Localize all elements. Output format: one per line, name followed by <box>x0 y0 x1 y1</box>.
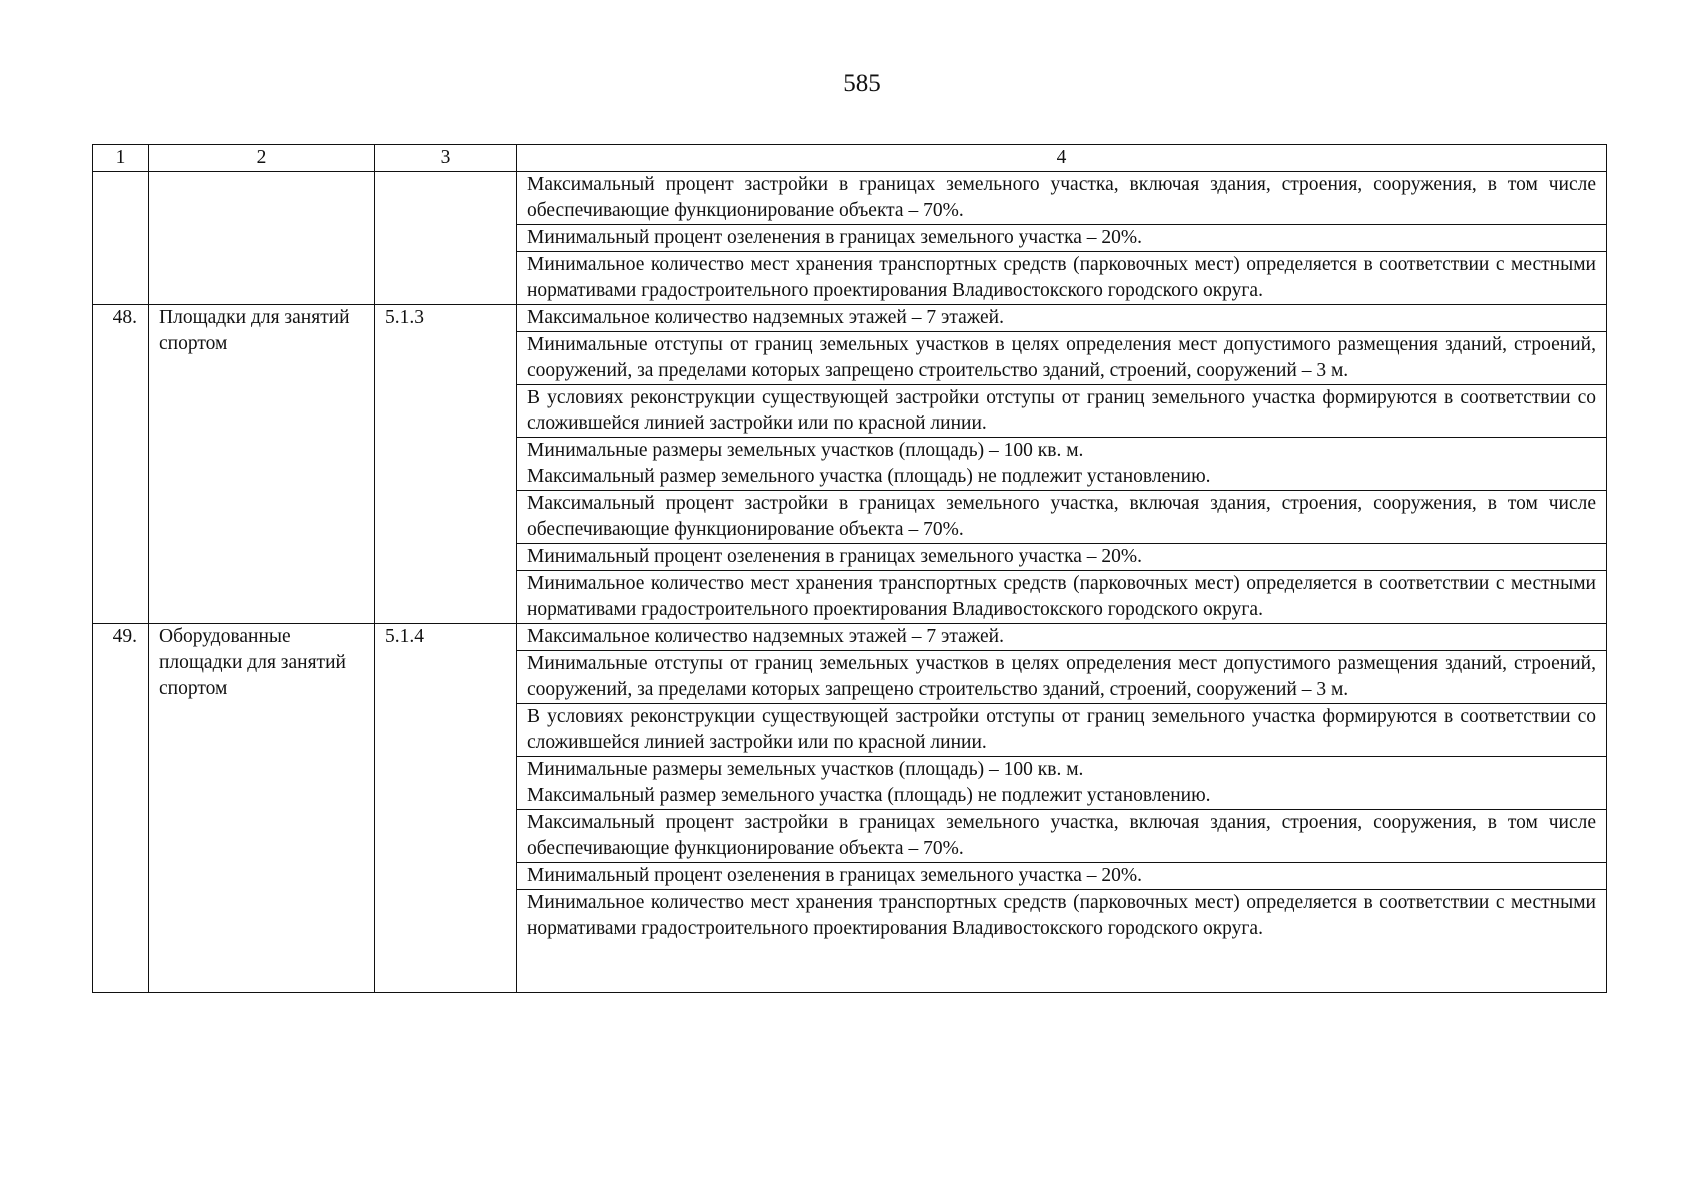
header-cell-4: 4 <box>517 145 1607 172</box>
header-cell-3: 3 <box>375 145 517 172</box>
parameter-text: В условиях реконструкции существующей застройки отступы от границ земельного участка формируются в соответствии со сложившейся линией застройки или по красной линии. <box>527 387 1596 434</box>
parameter-text: В условиях реконструкции существующей застройки отступы от границ земельного участка формируются в соответствии со сложившейся линией застройки или по красной линии. <box>527 706 1596 753</box>
regulations-table-body <box>93 145 1607 993</box>
header-cell-2: 2 <box>149 145 375 172</box>
parameter-text: Минимальное количество мест хранения транспортных средств (парковочных мест) определяется в соответствии с местными нормативами градостроительного проектирования Владивостокского городского округа. <box>527 573 1596 620</box>
regulations-table <box>92 144 1607 993</box>
parameter-text: Максимальный размер земельного участка (площадь) не подлежит установлению. <box>527 466 1211 487</box>
parameter-text: Максимальное количество надземных этажей – 7 этажей. <box>527 307 1004 328</box>
use-code: 5.1.4 <box>375 624 517 993</box>
parameter-text: Максимальное количество надземных этажей – 7 этажей. <box>527 626 1004 647</box>
use-name: Оборудованные площадки для занятий спортом <box>149 624 375 993</box>
parameter-cell <box>517 385 1607 438</box>
table-row <box>93 172 1607 225</box>
parameter-cell <box>517 651 1607 704</box>
cell-padding <box>527 942 1596 992</box>
parameter-cell <box>517 757 1607 810</box>
parameter-cell <box>517 252 1607 305</box>
table-row <box>93 305 1607 332</box>
parameter-text: Минимальные размеры земельных участков (площадь) – 100 кв. м. <box>527 440 1084 461</box>
parameter-text: Максимальный процент застройки в границах земельного участка, включая здания, строения, сооружения, в том числе обеспечивающие функционирование объекта – 70%. <box>527 493 1596 540</box>
table-header-row <box>93 145 1607 172</box>
parameter-text: Максимальный процент застройки в границах земельного участка, включая здания, строения, сооружения, в том числе обеспечивающие функционирование объекта – 70%. <box>527 812 1596 859</box>
parameter-text: Минимальный процент озеленения в границах земельного участка – 20%. <box>527 546 1143 567</box>
parameter-cell <box>517 332 1607 385</box>
row-number: 49. <box>93 624 149 993</box>
parameter-text: Максимальный размер земельного участка (площадь) не подлежит установлению. <box>527 785 1211 806</box>
parameter-text: Минимальное количество мест хранения транспортных средств (парковочных мест) определяется в соответствии с местными нормативами градостроительного проектирования Владивостокского городского округа. <box>527 892 1596 939</box>
parameter-cell <box>517 544 1607 571</box>
use-code: 5.1.3 <box>375 305 517 624</box>
parameter-cell <box>517 890 1607 993</box>
row-number: 48. <box>93 305 149 624</box>
parameter-cell <box>517 863 1607 890</box>
parameter-text: Минимальные отступы от границ земельных участков в целях определения мест допустимого размещения зданий, строений, сооружений, за пределами которых запрещено строительство зданий, строений, сооружений – 3 м. <box>527 653 1596 700</box>
parameter-cell <box>517 491 1607 544</box>
parameter-cell <box>517 624 1607 651</box>
parameter-text: Минимальные отступы от границ земельных участков в целях определения мест допустимого размещения зданий, строений, сооружений, за пределами которых запрещено строительство зданий, строений, сооружений – 3 м. <box>527 334 1596 381</box>
parameter-cell <box>517 810 1607 863</box>
parameter-cell <box>517 225 1607 252</box>
parameter-text: Минимальное количество мест хранения транспортных средств (парковочных мест) определяется в соответствии с местными нормативами градостроительного проектирования Владивостокского городского округа. <box>527 254 1596 301</box>
table-row <box>93 624 1607 651</box>
parameter-text: Минимальный процент озеленения в границах земельного участка – 20%. <box>527 227 1143 248</box>
parameter-text: Минимальные размеры земельных участков (площадь) – 100 кв. м. <box>527 759 1084 780</box>
header-cell-1: 1 <box>93 145 149 172</box>
parameter-cell <box>517 305 1607 332</box>
continuation-code-cell <box>375 172 517 305</box>
parameter-cell <box>517 704 1607 757</box>
continuation-name-cell <box>149 172 375 305</box>
use-name: Площадки для занятий спортом <box>149 305 375 624</box>
parameter-text: Минимальный процент озеленения в границах земельного участка – 20%. <box>527 865 1143 886</box>
parameter-cell <box>517 571 1607 624</box>
continuation-num-cell <box>93 172 149 305</box>
parameter-text: Максимальный процент застройки в границах земельного участка, включая здания, строения, сооружения, в том числе обеспечивающие функционирование объекта – 70%. <box>527 174 1596 221</box>
parameter-cell <box>517 172 1607 225</box>
parameter-cell <box>517 438 1607 491</box>
page-number: 585 <box>843 70 881 97</box>
